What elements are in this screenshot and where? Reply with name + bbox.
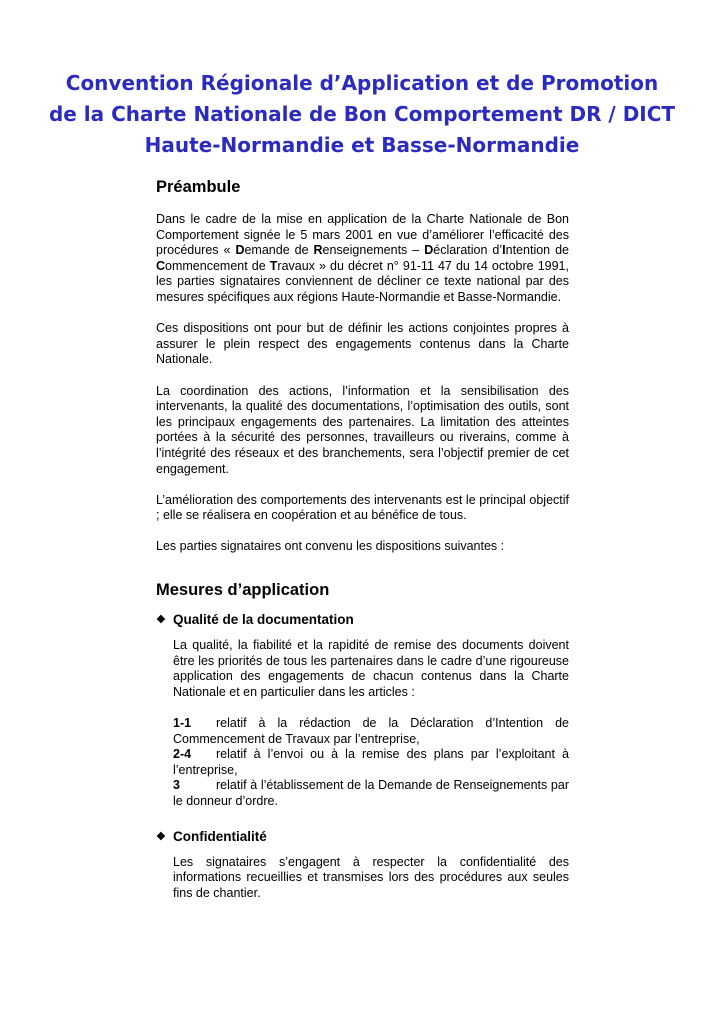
- preambule-heading: Préambule: [156, 178, 241, 196]
- preambule-paragraph-1: Dans le cadre de la mise en application de la Charte Nationale de Bon Comportement signée le 5 mars 2001 en vue d’améliorer l’efficacité des procédures « Demande de Renseignements – Déclaration d’Intention de Commencement de Travaux » du décret n° 91-11 47 du 14 octobre 1991, les parties signataires conviennent de décliner ce texte national par des mesures spécifiques aux régions Haute-Normandie et Basse-Normandie.: [156, 212, 569, 304]
- preambule-paragraph-4: L’amélioration des comportements des intervenants est le principal objectif ; elle se réalisera en coopération et au bénéfice de tous.: [156, 492, 569, 523]
- confidentialite-section: [156, 855, 569, 902]
- document-body: [156, 176, 569, 901]
- article-item: 3 relatif à l’établissement de la Demande de Renseignements par le donneur d’ordre.: [173, 778, 569, 808]
- title-line-3: Haute-Normandie et Basse-Normandie: [144, 133, 580, 157]
- diamond-bullet-icon: ❖: [156, 614, 166, 627]
- title-line-1: Convention Régionale d’Application et de Promotion: [65, 71, 659, 95]
- article-item: 1-1 relatif à la rédaction de la Déclaration d’Intention de Commencement de Travaux par l’entreprise,: [173, 716, 569, 746]
- mesures-heading: Mesures d’application: [156, 581, 330, 600]
- document-title: [0, 68, 724, 161]
- diamond-bullet-icon: ❖: [156, 830, 166, 843]
- qualite-section: [156, 638, 569, 810]
- confidentialite-text: Les signataires s’engagent à respecter la confidentialité des informations recueillies et transmises lors des procédures aux seules fins de chantier.: [173, 854, 569, 900]
- confidentialite-heading: ❖ Confidentialité: [156, 828, 267, 844]
- qualite-heading: ❖ Qualité de la documentation: [156, 612, 354, 628]
- title-line-2: de la Charte Nationale de Bon Comportement DR / DICT: [48, 102, 676, 126]
- preambule-paragraph-2: Ces dispositions ont pour but de définir les actions conjointes propres à assurer le plein respect des engagements contenus dans la Charte Nationale.: [156, 321, 569, 367]
- preambule-paragraph-5: Les parties signataires ont convenu les dispositions suivantes :: [156, 539, 505, 554]
- qualite-intro: La qualité, la fiabilité et la rapidité de remise des documents doivent être les priorités de tous les partenaires dans le cadre d’une rigoureuse application des engagements de chacun contenus dans la Charte Nationale et en particulier dans les articles :: [173, 638, 569, 699]
- article-item: 2-4 relatif à l’envoi ou à la remise des plans par l’exploitant à l’entreprise,: [173, 747, 569, 777]
- preambule-paragraph-3: La coordination des actions, l’information et la sensibilisation des intervenants, la qualité des documentations, l’optimisation des outils, sont les principaux engagements des partenaires. La limitation des atteintes portées à la sécurité des personnes, travailleurs ou riverains, comme à l’intégrité des réseaux et des branchements, sera l’objectif premier de cet engagement.: [156, 383, 569, 476]
